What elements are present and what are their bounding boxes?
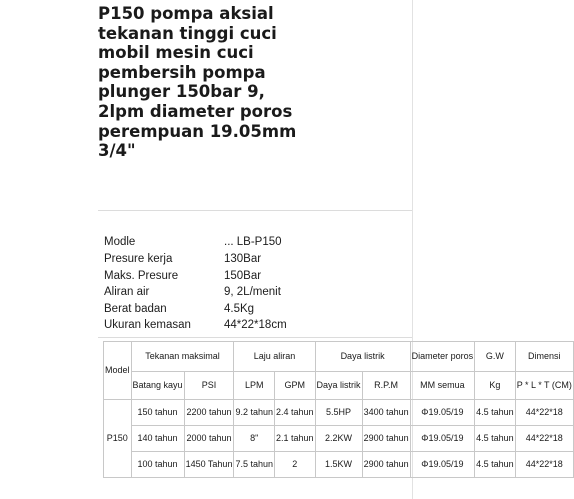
cell-bar: 140 tahun xyxy=(131,426,184,452)
header-gross-weight: G.W xyxy=(475,342,516,372)
subheader-gpm: GPM xyxy=(275,372,316,400)
subheader-bar: Batang kayu xyxy=(131,372,184,400)
cell-dimension: 44*22*18 xyxy=(515,452,573,478)
cell-mm: Φ19.05/19 xyxy=(410,452,475,478)
cell-gpm: 2.4 tahun xyxy=(275,400,316,426)
specification-table xyxy=(103,341,574,478)
header-model: Model xyxy=(104,342,132,400)
cell-gpm: 2 xyxy=(275,452,316,478)
cell-lpm: 7.5 tahun xyxy=(234,452,275,478)
cell-power: 2.2KW xyxy=(315,426,362,452)
spec-list xyxy=(98,210,412,338)
spec-label: Maks. Presure xyxy=(104,270,179,282)
subheader-power: Daya listrik xyxy=(315,372,362,400)
cell-lpm: 9.2 tahun xyxy=(234,400,275,426)
cell-power: 5.5HP xyxy=(315,400,362,426)
title-line: tekanan tinggi cuci xyxy=(98,23,277,43)
cell-bar: 100 tahun xyxy=(131,452,184,478)
title-line: 2lpm diameter poros xyxy=(98,101,293,121)
table-subheader-row xyxy=(104,372,574,400)
subheader-plt: P * L * T (CM) xyxy=(515,372,573,400)
spec-value: ... LB-P150 xyxy=(224,236,282,248)
spec-label: Berat badan xyxy=(104,303,167,315)
cell-kg: 4.5 tahun xyxy=(475,400,516,426)
cell-dimension: 44*22*18 xyxy=(515,426,573,452)
spec-value: 150Bar xyxy=(224,270,262,282)
header-shaft-diameter: Diameter poros xyxy=(410,342,475,372)
spec-value: 130Bar xyxy=(224,253,262,265)
cell-rpm: 2900 tahun xyxy=(362,452,410,478)
header-max-pressure: Tekanan maksimal xyxy=(131,342,234,372)
spec-label: Modle xyxy=(104,236,136,248)
cell-dimension: 44*22*18 xyxy=(515,400,573,426)
title-line: mobil mesin cuci xyxy=(98,43,254,63)
spec-value: 44*22*18cm xyxy=(224,319,287,331)
product-title xyxy=(98,4,412,161)
cell-kg: 4.5 tahun xyxy=(475,426,516,452)
cell-bar: 150 tahun xyxy=(131,400,184,426)
spec-label: Presure kerja xyxy=(104,253,173,265)
title-line: 3/4" xyxy=(98,141,136,161)
spec-value: 9, 2L/menit xyxy=(224,286,281,298)
cell-lpm: 8" xyxy=(234,426,275,452)
title-line: perempuan 19.05mm xyxy=(98,121,297,141)
title-line: pembersih pompa xyxy=(98,62,266,82)
table-row xyxy=(104,452,574,478)
spec-label: Aliran air xyxy=(104,286,150,298)
table-row xyxy=(104,400,574,426)
subheader-kg: Kg xyxy=(475,372,516,400)
subheader-psi: PSI xyxy=(184,372,234,400)
header-dimension: Dimensi xyxy=(515,342,573,372)
cell-gpm: 2.1 tahun xyxy=(275,426,316,452)
spec-value: 4.5Kg xyxy=(224,303,255,315)
cell-kg: 4.5 tahun xyxy=(475,452,516,478)
subheader-mm: MM semua xyxy=(410,372,475,400)
title-line: plunger 150bar 9, xyxy=(98,82,265,102)
spec-label: Ukuran kemasan xyxy=(104,319,191,331)
table-header-row xyxy=(104,342,574,372)
cell-model: P150 xyxy=(104,400,132,478)
header-power: Daya listrik xyxy=(315,342,410,372)
cell-psi: 2000 tahun xyxy=(184,426,234,452)
cell-rpm: 3400 tahun xyxy=(362,400,410,426)
cell-power: 1.5KW xyxy=(315,452,362,478)
header-flow-rate: Laju aliran xyxy=(234,342,315,372)
title-line: P150 pompa aksial xyxy=(98,4,274,23)
cell-psi: 2200 tahun xyxy=(184,400,234,426)
cell-mm: Φ19.05/19 xyxy=(410,400,475,426)
cell-psi: 1450 Tahun xyxy=(184,452,234,478)
subheader-rpm: R.P.M xyxy=(362,372,410,400)
subheader-lpm: LPM xyxy=(234,372,275,400)
cell-rpm: 2900 tahun xyxy=(362,426,410,452)
cell-mm: Φ19.05/19 xyxy=(410,426,475,452)
table-row xyxy=(104,426,574,452)
